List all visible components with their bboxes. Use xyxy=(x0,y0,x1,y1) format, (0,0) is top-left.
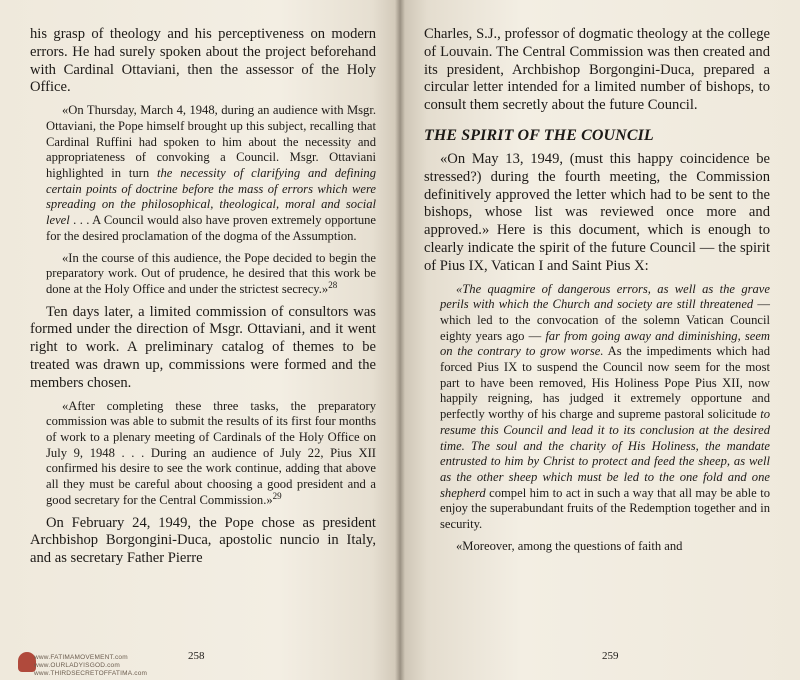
section-heading: THE SPIRIT OF THE COUNCIL xyxy=(424,126,654,144)
left-quote-3: «After completing these three tasks, the preparatory commission was able to submit the results of its first four months of work to a plenary meeting of Cardinals of the Holy Office on July 9, 1948 . . . During an audience of July 22, Pius XII confirmed his desire to see the work continue, adding that above all they must be careful about choosing a good president and a good secretary for the Central Commission.»$^{29}$ xyxy=(46,398,376,507)
left-paragraph-2: Ten days later, a limited commission of consultors was formed under the direction of Msgr. Ottaviani, and it went right to work. A preliminary catalog of themes to be treated was drawn up, commissions were formed and the members chosen. xyxy=(30,303,376,391)
footnote-ref-28: 28 xyxy=(328,279,338,290)
right-paragraph-2: «On May 13, 1949, (must this happy coincidence be stressed?) during the fourth meeting, the Commission definitively approved the letter which had to be sent to the bishops, whose list was reviewed once more and approved.» Here is this document, which is enough to clearly indicate the spirit of the future Council — the spirit of Pius IX, Vatican I and Saint Pius X: xyxy=(424,150,770,274)
footnote-ref-29: 29 xyxy=(272,490,282,501)
page-number-left: 258 xyxy=(188,650,205,662)
right-paragraph-1: Charles, S.J., professor of dogmatic theology at the college of Louvain. The Central Commission was then created and its president, Archbishop Borgongini-Duca, prepared a circular letter intended for a limited number of bishops, to consult them secretly about the future Council. xyxy=(424,26,770,114)
right-page xyxy=(400,0,800,680)
book-gutter xyxy=(395,0,405,680)
footer-url-1: www.FATIMAMOVEMENT.com xyxy=(34,654,128,661)
left-paragraph-3: On February 24, 1949, the Pope chose as president Archbishop Borgongini-Duca, apostolic nuncio in Italy, and as secretary Father Pierre xyxy=(30,514,376,567)
right-quote-2: «Moreover, among the questions of faith and xyxy=(456,538,683,553)
left-paragraph-1: his grasp of theology and his perceptiveness on modern errors. He had surely spoken about the project beforehand with Cardinal Ottaviani, then the assessor of the Holy Office. xyxy=(30,26,376,96)
page-number-right: 259 xyxy=(602,650,619,662)
footer-url-2: www.OURLADYISGOD.com xyxy=(34,662,120,669)
footer-url-3: www.THIRDSECRETOFFATIMA.com xyxy=(34,670,148,677)
left-quote-2: «In the course of this audience, the Pope decided to begin the preparatory work. Out of prudence, he desired that this work be done at the Holy Office and under the strictest secrecy.»$^{28}$ xyxy=(46,250,376,296)
left-quote-1: «On Thursday, March 4, 1948, during an audience with Msgr. Ottaviani, the Pope himself brought up this subject, recalling that Cardinal Ruffini had spoken to him about the necessity and appropriateness of convoking a Council. Msgr. Ottaviani highlighted in turn the necessity of clarifying and defining certain points of doctrine before the mass of errors which were spreading on the philosophical, theological, moral and social level . . . A Council would also have proven extremely opportune for the desired proclamation of the dogma of the Assumption. xyxy=(46,103,376,243)
right-quote-1: «The quagmire of dangerous errors, as well as the grave perils with which the Church and society are still threatened — which led to the convocation of the solemn Vatican Council eighty years ago — far from going away and diminishing, seem on the contrary to grow worse. As the impediments which had forced Pius IX to suspend the Council now seem for the most part to have been removed, His Holiness Pope Pius XII, now happily reigning, has judged it extremely opportune and perfectly worthy of his charge and supreme pastoral solicitude to resume this Council and lead it to its conclusion at the desired time. The soul and the charity of His Holiness, the mandate entrusted to him by Christ to protect and feed the sheep, as well as the other sheep which must be led to the one fold and one shepherd compel him to act in such a way that all may be able to enjoy the superabundant fruits of the Redemption together and in security. xyxy=(440,281,771,532)
